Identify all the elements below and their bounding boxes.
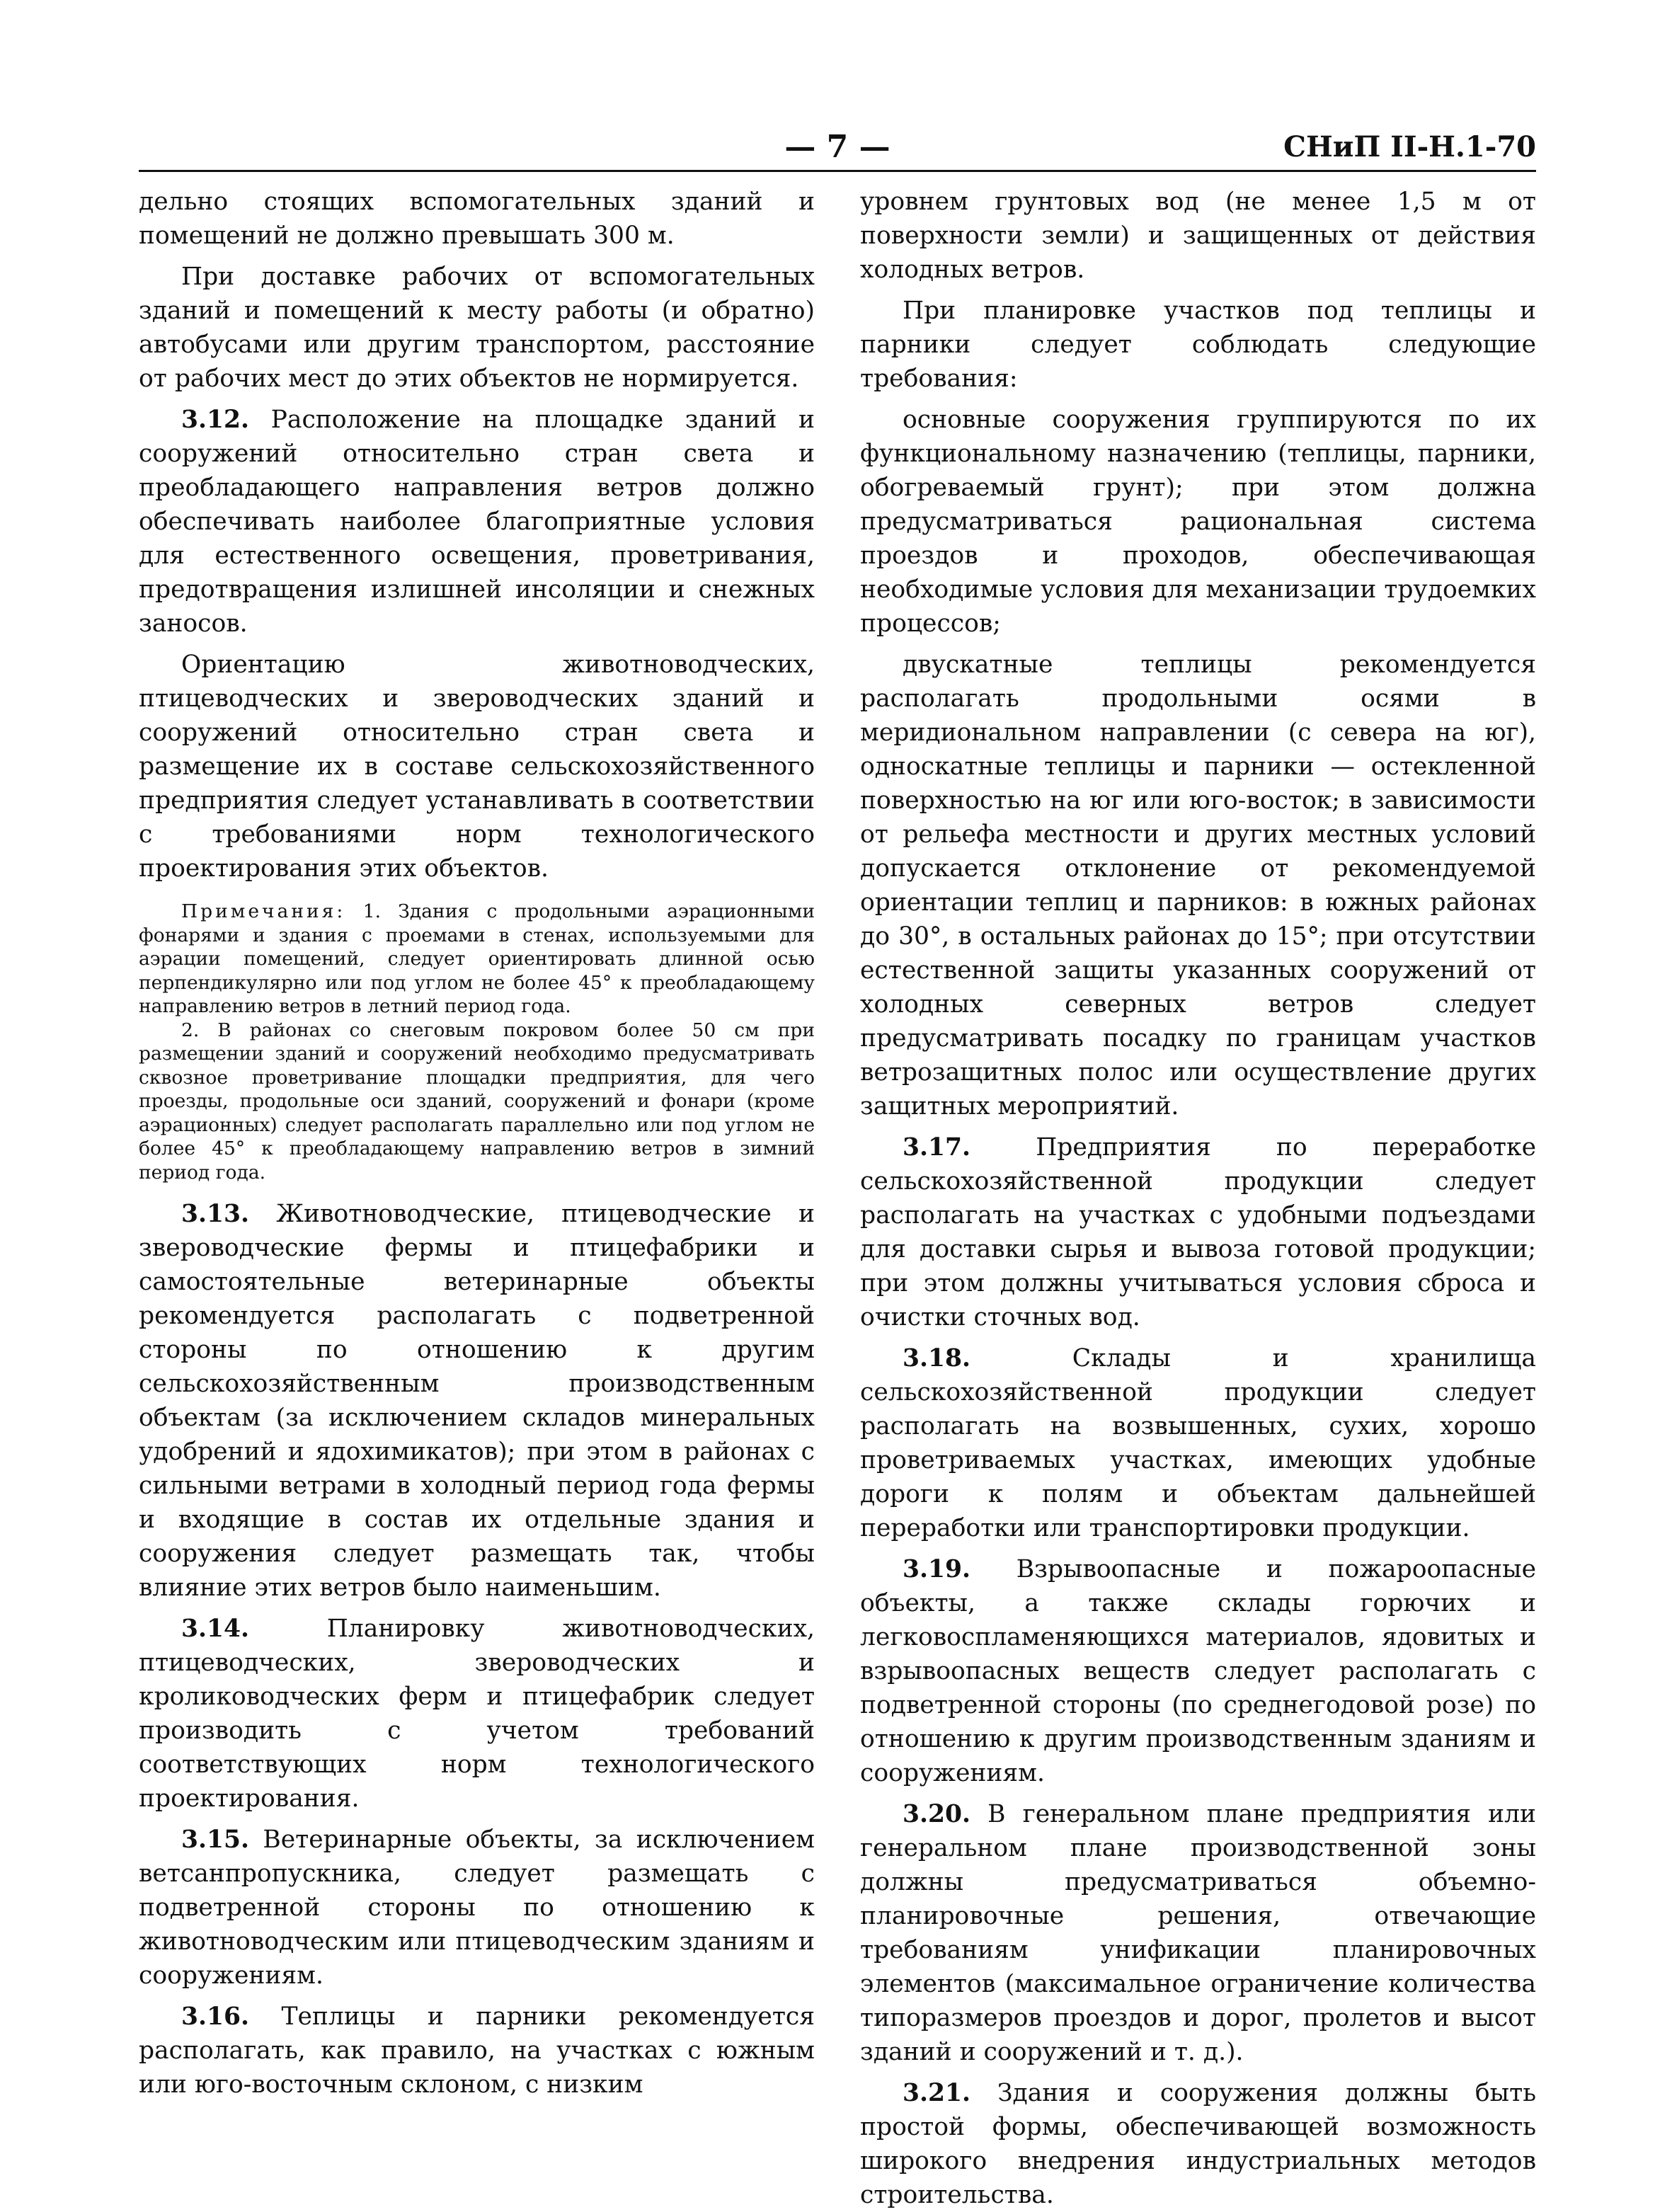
note-text: 1. Здания с продольными аэрационными фонарями и здания с проемами в стенах, используемыми для аэрации помещений, следует ориентировать длинной осью перпендикулярно или под углом не более 45° к преобладающему направлению ветров в летний период года. [139, 900, 815, 1017]
clause-number: 3.15. [181, 1826, 250, 1854]
document-code: СНиП II-Н.1-70 [1283, 130, 1536, 164]
clause-text: Животноводческие, птицеводческие и звероводческие фермы и птицефабрики и самостоятельные ветеринарные объекты рекомендуется располагать с подветренной стороны по отношению к другим сельскохозяйственным производственным объектам (за исключением складов минеральных удобрений и ядохимикатов); при этом в районах с сильными ветрами в холодный период года фермы и входящие в состав их отдельные здания и сооружения следует размещать так, чтобы влияние этих ветров было наименьшим. [139, 1200, 815, 1602]
note-2: 2. В районах со снеговым покровом более 50 см при размещении зданий и сооружений необходимо предусматривать сквозное проветривание площадки предприятия, для чего проезды, продольные оси зданий, сооружений и фонари (кроме аэрационных) следует располагать параллельно или под углом не более 45° к преобладающему направлению ветров в зимний период года. [139, 1019, 815, 1184]
document-page [139, 126, 1536, 2212]
clause-text: Взрывоопасные и пожароопасные объекты, а также склады горючих и легковоспламеняющихся материалов, ядовитых и взрывоопасных веществ следует располагать с подветренной стороны (по среднегодовой розе) по отношению к другим производственным зданиям и сооружениям. [860, 1555, 1537, 1787]
right-column [860, 185, 1536, 2212]
clause-3-19 [860, 1552, 1536, 1790]
paragraph: Ориентацию животноводческих, птицеводческих и звероводческих зданий и сооружений относительно стран света и размещение их в составе сельскохозяйственного предприятия следует устанавливать в соответствии с требованиями норм технологического проектирования этих объектов. [139, 651, 815, 883]
paragraph: уровнем грунтовых вод (не менее 1,5 м от поверхности земли) и защищенных от действия холодных ветров. [860, 188, 1536, 284]
paragraph: дельно стоящих вспомогательных зданий и помещений не должно превышать 300 м. [139, 188, 815, 250]
clause-number: 3.20. [903, 1800, 971, 1828]
clause-text: Предприятия по переработке сельскохозяйственной продукции следует располагать на участках с удобными подъездами для доставки сырья и вывоза готовой продукции; при этом должны учитываться условия сброса и очистки сточных вод. [860, 1133, 1537, 1331]
clause-number: 3.17. [903, 1133, 971, 1162]
clause-3-15 [139, 1823, 815, 1993]
note-label: Примечания: [181, 900, 346, 922]
clause-number: 3.12. [181, 406, 250, 434]
clause-text: Теплицы и парники рекомендуется располагать, как правило, на участках с южным или юго-восточным склоном, с низким [139, 2002, 815, 2099]
paragraph: При планировке участков под теплицы и парники следует соблюдать следующие требования: [860, 297, 1536, 393]
clause-text: Склады и хранилища сельскохозяйственной продукции следует располагать на возвышенных, сухих, хорошо проветриваемых участках, имеющих удобные дороги к полям и объектам дальнейшей переработки или транспортировки продукции. [860, 1344, 1536, 1542]
paragraph: При доставке рабочих от вспомогательных зданий и помещений к месту работы (и обратно) автобусами или другим транспортом, расстояние от рабочих мест до этих объектов не нормируется. [139, 263, 815, 393]
clause-text: Расположение на площадке зданий и сооружений относительно стран света и преобладающего направления ветров должно обеспечивать наиболее благоприятные условия для естественного освещения, проветривания, предотвращения излишней инсоляции и снежных заносов. [139, 406, 815, 638]
clause-text: Планировку животноводческих, птицеводческих, звероводческих и кролиководческих ферм и птицефабрик следует производить с учетом требований соответствующих норм технологического проектирования. [139, 1615, 815, 1813]
clause-3-21 [860, 2076, 1536, 2212]
page-header [139, 126, 1536, 172]
clause-3-12 [139, 403, 815, 641]
clause-3-17 [860, 1130, 1536, 1334]
clause-number: 3.18. [903, 1344, 971, 1373]
clause-3-13 [139, 1197, 815, 1605]
page-number: — 7 — [784, 129, 891, 165]
clause-number: 3.16. [181, 2002, 250, 2031]
left-column [139, 185, 815, 2212]
list-item: двускатные теплицы рекомендуется располагать продольными осями в меридиональном направлении (с севера на юг), односкатные теплицы и парники — остекленной поверхностью на юг или юго-восток; в зависимости от рельефа местности и других местных условий допускается отклонение от рекомендуемой ориентации теплиц и парников: в южных районах до 30°, в остальных районах до 15°; при отсутствии естественной защиты указанных сооружений от холодных северных ветров следует предусматривать посадку по границам участков ветрозащитных полос или осуществление других защитных мероприятий. [860, 651, 1536, 1121]
clause-number: 3.19. [903, 1555, 971, 1583]
note-1 [139, 900, 815, 1019]
clause-text: Ветеринарные объекты, за исключением ветсанпропускника, следует размещать с подветренной стороны по отношению к животноводческим или птицеводческим зданиям и сооружениям. [139, 1826, 815, 1990]
clause-3-18 [860, 1341, 1536, 1545]
clause-3-16 [139, 2000, 815, 2102]
clause-3-14 [139, 1612, 815, 1816]
clause-number: 3.14. [181, 1615, 250, 1643]
clause-text: Здания и сооружения должны быть простой формы, обеспечивающей возможность широкого внедрения индустриальных методов строительства. [860, 2079, 1536, 2209]
clause-text: В генеральном плане предприятия или генеральном плане производственной зоны должны предусматриваться объемно-планировочные решения, отвечающие требованиям унификации планировочных элементов (максимальное ограничение количества типоразмеров проездов и дорог, пролетов и высот зданий и сооружений и т. д.). [860, 1800, 1536, 2066]
list-item: основные сооружения группируются по их функциональному назначению (теплицы, парники, обогреваемый грунт); при этом должна предусматриваться рациональная система проездов и проходов, обеспечивающая необходимые условия для механизации трудоемких процессов; [860, 406, 1536, 638]
clause-number: 3.13. [181, 1200, 250, 1228]
clause-number: 3.21. [903, 2079, 971, 2107]
clause-3-20 [860, 1797, 1536, 2069]
text-columns [139, 185, 1536, 2212]
